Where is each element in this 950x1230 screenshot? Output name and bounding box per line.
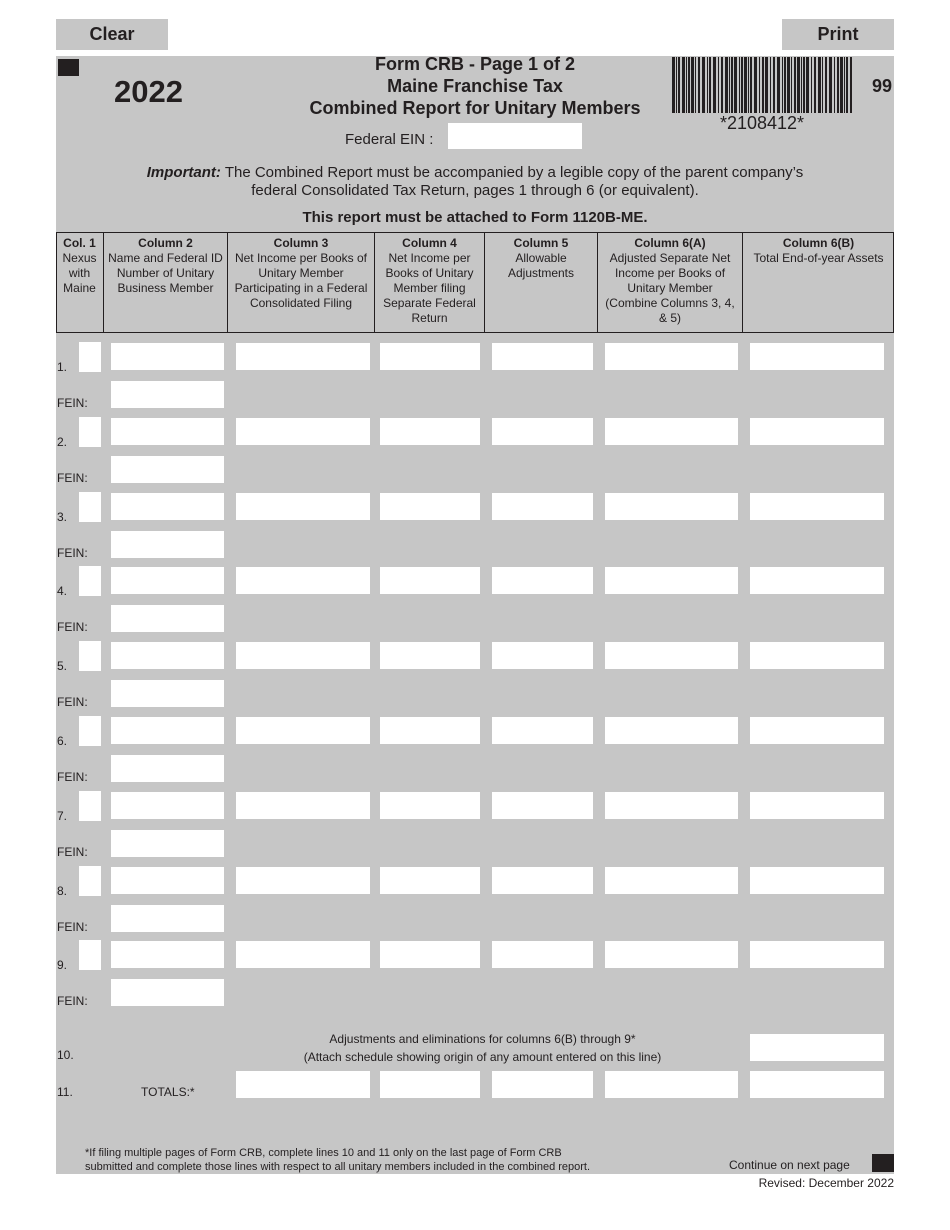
row3-col5-input[interactable] bbox=[492, 493, 593, 520]
column-header-col3 bbox=[228, 233, 375, 332]
row-number-label: 9. bbox=[57, 958, 68, 973]
row5-col1-input[interactable] bbox=[79, 641, 101, 671]
row1-col6b-input[interactable] bbox=[750, 343, 884, 370]
continue-note: Continue on next page bbox=[729, 1158, 850, 1172]
column-header-desc: Net Income per Books of Unitary Member filing Separate Federal Return bbox=[383, 251, 476, 325]
column-header-desc: Allowable Adjustments bbox=[507, 251, 575, 280]
footnote-line2: submitted and complete those lines with respect to all unitary members included in the combined report. bbox=[85, 1161, 591, 1173]
fein-label: FEIN: bbox=[57, 844, 88, 859]
line11-col6a-input[interactable] bbox=[605, 1071, 738, 1098]
column-header-title: Column 3 bbox=[273, 236, 329, 250]
row6-col1-input[interactable] bbox=[79, 716, 101, 746]
row9-col6a-input[interactable] bbox=[605, 941, 738, 968]
row5-col2-input[interactable] bbox=[111, 642, 224, 669]
row-number-label: 4. bbox=[57, 584, 68, 599]
row3-col6a-input[interactable] bbox=[605, 493, 738, 520]
row7-col1-input[interactable] bbox=[79, 791, 101, 821]
row-number-label: 1. bbox=[57, 360, 68, 374]
line10-text2: (Attach schedule showing origin of any amount entered on this line) bbox=[303, 1050, 662, 1064]
row2-col2-input[interactable] bbox=[111, 418, 224, 445]
line10-text1: Adjustments and eliminations for columns 6(B) through 9* bbox=[329, 1032, 636, 1046]
fein-label: FEIN: bbox=[57, 396, 88, 410]
important-text-2: federal Consolidated Tax Return, pages 1 through 6 (or equivalent). bbox=[251, 182, 699, 199]
print-button[interactable]: Print bbox=[782, 19, 894, 50]
column-header-title: Column 6(B) bbox=[782, 236, 855, 250]
row5-fein-input[interactable] bbox=[111, 680, 224, 707]
row6-col6b-input[interactable] bbox=[750, 717, 884, 744]
row3-col4-input[interactable] bbox=[380, 493, 480, 520]
fein-label: FEIN: bbox=[57, 919, 88, 934]
column-header-col1 bbox=[56, 233, 104, 332]
form-title-line3: Combined Report for Unitary Members bbox=[309, 98, 641, 118]
row3-fein-input[interactable] bbox=[111, 531, 224, 558]
row6-col2-input[interactable] bbox=[111, 717, 224, 744]
row2-col6b-input[interactable] bbox=[750, 418, 884, 445]
federal-ein-input[interactable] bbox=[448, 123, 582, 149]
row-number-label: 3. bbox=[57, 509, 68, 524]
column-header-title: Column 5 bbox=[513, 236, 569, 250]
row8-fein-input[interactable] bbox=[111, 905, 224, 932]
federal-ein-label: Federal EIN : bbox=[345, 131, 434, 148]
tax-year: 2022 bbox=[114, 74, 183, 109]
column-header-title: Column 6(A) bbox=[634, 236, 706, 250]
form-title-line2: Maine Franchise Tax bbox=[387, 76, 563, 96]
row7-col6a-input[interactable] bbox=[605, 792, 738, 819]
row2-col1-input[interactable] bbox=[79, 417, 101, 447]
row1-fein-input[interactable] bbox=[111, 381, 224, 408]
barcode-text: *2108412* bbox=[719, 113, 805, 133]
row8-col1-input[interactable] bbox=[79, 866, 101, 896]
row6-col6a-input[interactable] bbox=[605, 717, 738, 744]
row9-col3-input[interactable] bbox=[236, 941, 370, 968]
column-header-desc: Total End-of-year Assets bbox=[753, 251, 884, 265]
form-code: 99 bbox=[872, 76, 893, 96]
line11-col5-input[interactable] bbox=[492, 1071, 593, 1098]
fein-label: FEIN: bbox=[57, 470, 88, 485]
fein-label: FEIN: bbox=[57, 770, 88, 784]
row5-col6b-input[interactable] bbox=[750, 642, 884, 669]
important-label: Important: bbox=[146, 164, 221, 181]
line11-col3-input[interactable] bbox=[236, 1071, 370, 1098]
row2-col4-input[interactable] bbox=[380, 418, 480, 445]
row5-col5-input[interactable] bbox=[492, 642, 593, 669]
row8-col3-input[interactable] bbox=[236, 867, 370, 894]
form-title-line1: Form CRB - Page 1 of 2 bbox=[374, 54, 576, 74]
row9-col5-input[interactable] bbox=[492, 941, 593, 968]
row1-col5-input[interactable] bbox=[492, 343, 593, 370]
column-header-title: Col. 1 bbox=[63, 236, 96, 250]
row4-col6b-input[interactable] bbox=[750, 567, 884, 594]
barcode-image bbox=[672, 57, 852, 113]
footnote bbox=[85, 1146, 590, 1174]
column-header-desc: Name and Federal ID Number of Unitary Business Member bbox=[108, 251, 223, 295]
clear-button[interactable]: Clear bbox=[56, 19, 168, 50]
row3-col6b-input[interactable] bbox=[750, 493, 884, 520]
row9-col2-input[interactable] bbox=[111, 941, 224, 968]
row4-col4-input[interactable] bbox=[380, 567, 480, 594]
row-number-label: 6. bbox=[57, 734, 68, 748]
attach-notice: This report must be attached to Form 1120B-ME. bbox=[302, 209, 648, 226]
row2-col5-input[interactable] bbox=[492, 418, 593, 445]
important-text-1: The Combined Report must be accompanied by a legible copy of the parent company’s bbox=[220, 164, 804, 181]
row-number-label: 7. bbox=[57, 808, 68, 823]
line10-label: 10. bbox=[57, 1048, 74, 1062]
row4-col6a-input[interactable] bbox=[605, 567, 738, 594]
row7-col3-input[interactable] bbox=[236, 792, 370, 819]
row1-col6a-input[interactable] bbox=[605, 343, 738, 370]
column-header-col2 bbox=[104, 233, 228, 332]
row1-col2-input[interactable] bbox=[111, 343, 224, 370]
totals-label: TOTALS:* bbox=[141, 1085, 195, 1099]
column-header-title: Column 4 bbox=[402, 236, 457, 250]
row2-fein-input[interactable] bbox=[111, 456, 224, 483]
row6-col4-input[interactable] bbox=[380, 717, 480, 744]
line10-description bbox=[230, 1030, 735, 1066]
row5-col3-input[interactable] bbox=[236, 642, 370, 669]
column-header-desc: Adjusted Separate Net Income per Books of Unitary Member (Combine Columns 3, 4, & 5) bbox=[605, 251, 735, 325]
row9-fein-input[interactable] bbox=[111, 979, 224, 1006]
line11-label: 11. bbox=[57, 1085, 73, 1099]
row-number-label: 8. bbox=[57, 883, 68, 898]
column-header-desc: Nexus with Maine bbox=[62, 251, 97, 295]
row5-col6a-input[interactable] bbox=[605, 642, 738, 669]
line10-col6b-input[interactable] bbox=[750, 1034, 884, 1061]
column-header-col6a bbox=[598, 233, 743, 332]
row3-col1-input[interactable] bbox=[79, 492, 101, 522]
fein-label: FEIN: bbox=[57, 695, 88, 710]
row1-col3-input[interactable] bbox=[236, 343, 370, 370]
row-number-label: 2. bbox=[57, 434, 68, 449]
column-header-col4 bbox=[375, 233, 485, 332]
row7-col4-input[interactable] bbox=[380, 792, 480, 819]
row8-col6a-input[interactable] bbox=[605, 867, 738, 894]
important-notice-line1 bbox=[56, 164, 894, 182]
row8-col4-input[interactable] bbox=[380, 867, 480, 894]
row7-col5-input[interactable] bbox=[492, 792, 593, 819]
line11-col6b-input[interactable] bbox=[750, 1071, 884, 1098]
row2-col3-input[interactable] bbox=[236, 418, 370, 445]
row9-col1-input[interactable] bbox=[79, 940, 101, 970]
revised-date: Revised: December 2022 bbox=[758, 1176, 894, 1190]
row9-col4-input[interactable] bbox=[380, 941, 480, 968]
row9-col6b-input[interactable] bbox=[750, 941, 884, 968]
row6-fein-input[interactable] bbox=[111, 755, 224, 782]
row4-col2-input[interactable] bbox=[111, 567, 224, 594]
form-title bbox=[290, 53, 660, 119]
row2-col6a-input[interactable] bbox=[605, 418, 738, 445]
row4-col5-input[interactable] bbox=[492, 567, 593, 594]
row1-col4-input[interactable] bbox=[380, 343, 480, 370]
row4-col3-input[interactable] bbox=[236, 567, 370, 594]
line11-col4-input[interactable] bbox=[380, 1071, 480, 1098]
row7-col6b-input[interactable] bbox=[750, 792, 884, 819]
row6-col3-input[interactable] bbox=[236, 717, 370, 744]
fein-label: FEIN: bbox=[57, 620, 88, 635]
row8-col2-input[interactable] bbox=[111, 867, 224, 894]
row8-col5-input[interactable] bbox=[492, 867, 593, 894]
row8-col6b-input[interactable] bbox=[750, 867, 884, 894]
row6-col5-input[interactable] bbox=[492, 717, 593, 744]
row3-col2-input[interactable] bbox=[111, 493, 224, 520]
column-header-col6b bbox=[743, 233, 894, 332]
fein-label: FEIN: bbox=[57, 545, 88, 560]
row3-col3-input[interactable] bbox=[236, 493, 370, 520]
row7-col2-input[interactable] bbox=[111, 792, 224, 819]
row4-col1-input[interactable] bbox=[79, 566, 101, 596]
row7-fein-input[interactable] bbox=[111, 830, 224, 857]
row5-col4-input[interactable] bbox=[380, 642, 480, 669]
row1-col1-input[interactable] bbox=[79, 342, 101, 372]
column-header-desc: Net Income per Books of Unitary Member Participating in a Federal Consolidated Filing bbox=[234, 251, 368, 310]
fein-label: FEIN: bbox=[57, 994, 88, 1009]
registration-mark-top bbox=[58, 59, 79, 76]
footnote-line1: *If filing multiple pages of Form CRB, complete lines 10 and 11 only on the last page of Form CRB bbox=[85, 1147, 562, 1159]
row4-fein-input[interactable] bbox=[111, 605, 224, 632]
column-header-col5 bbox=[485, 233, 598, 332]
important-notice bbox=[56, 164, 894, 200]
column-header-title: Column 2 bbox=[138, 236, 193, 250]
row-number-label: 5. bbox=[57, 659, 68, 674]
registration-mark-bottom bbox=[872, 1154, 894, 1172]
